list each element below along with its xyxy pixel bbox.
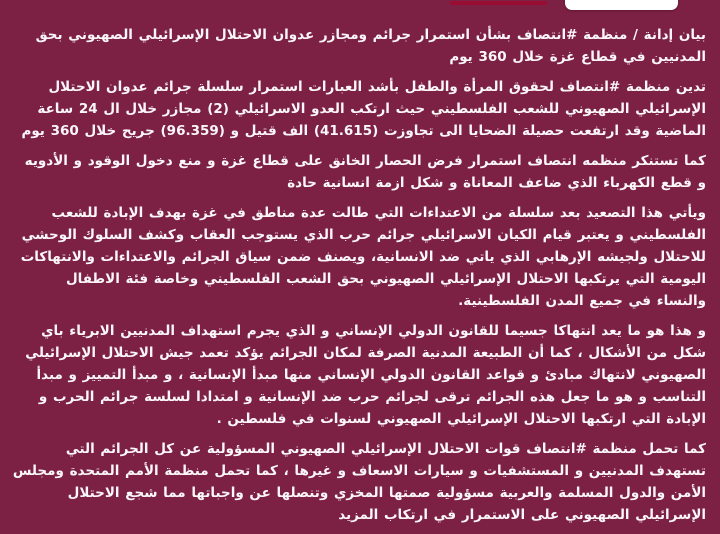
statement-paragraph: تدين منظمة #انتصاف لحقوق المرأة والطفل بأشد العبارات استمرار سلسلة جرائم عدوان الاحتلال الإسرائيلي الصهيوني للشعب الفلسطيني حيث ارتكب العدو الاسرائيلي (2) مجازر خلال ال 24 ساعة الماضية وقد ارتفعت حصيلة الضحايا الى تجاوزت (41.615) الف قتيل و (96.359) جريح خلال 360 يوم bbox=[21, 79, 706, 139]
statement-title-paragraph: بيان إدانة / منظمة #انتصاف بشأن استمرار جرائم ومجازر عدوان الاحتلال الإسرائيلي الصهيوني بحق المدنيين في قطاع غزة خلال 360 يوم bbox=[35, 27, 706, 65]
statement-paragraph: ويأتي هذا التصعيد بعد سلسلة من الاعتداءات التي طالت عدة مناطق في غزة بهدف الإبادة للشعب الفلسطيني و يعتبر قيام الكيان الاسرائيلي جرائم حرب الذي يستوجب العقاب وكشف السلوك الوحشي للاحتلال ولجيشه الإرهابي الذي ياتي ضد الانسانية، ويصنف ضمن سياق الجرائم والاعتداءات والانتهاكات اليومية التي يرتكبها الاحتلال الإسرائيلي الصهيوني بحق الشعب الفلسطيني وخاصة فئة الاطفال والنساء في جميع المدن الفلسطينية. bbox=[20, 205, 706, 309]
statement-paragraph: كما تحمل منظمة #انتصاف قوات الاحتلال الإسرائيلي الصهيوني المسؤولية عن كل الجرائم التي تستهدف المدنيين و المستشفيات و سيارات الاسعاف و غيرها ، كما تحمل منظمة الأمم المتحدة ومجلس الأمن والدول المسلمة والعربية مسؤولية صمتها المخزي وتنصلها عن واجباتها مما شجع الاحتلال الإسرائيلي الصهيوني على الاستمرار في ارتكاب المزيد bbox=[12, 441, 706, 523]
statement-paragraph: كما تستنكر منظمه انتصاف استمرار فرض الحصار الخانق على قطاع غزة و منع دخول الوقود و الأدويه و قطع الكهرباء الذي ضاعف المعاناة و شكل ازمة انسانية حادة bbox=[24, 153, 706, 191]
statement-paragraph: و هذا هو ما يعد انتهاكا جسيما للقانون الدولي الإنساني و الذي يجرم استهداف المدنيين الابرياء باي شكل من الأشكال ، كما أن الطبيعة المدنية الصرفة لمكان الجرائم يؤكد تعمد جيش الاحتلال الإسرائيلي الصهيوني لانتهاك مبادئ و قواعد القانون الدولي الإنساني منها مبدأ الإنسانية ، و مبدأ التمييز و مبدأ التناسب و هو ما جعل هذه الجرائم ترقى لجرائم حرب ضد الإنسانية و امتدادا لسلسة جرائم الحرب و الإبادة التي ارتكبها الاحتلال الإسرائيلي الصهيوني لسنوات في فلسطين . bbox=[25, 323, 706, 427]
